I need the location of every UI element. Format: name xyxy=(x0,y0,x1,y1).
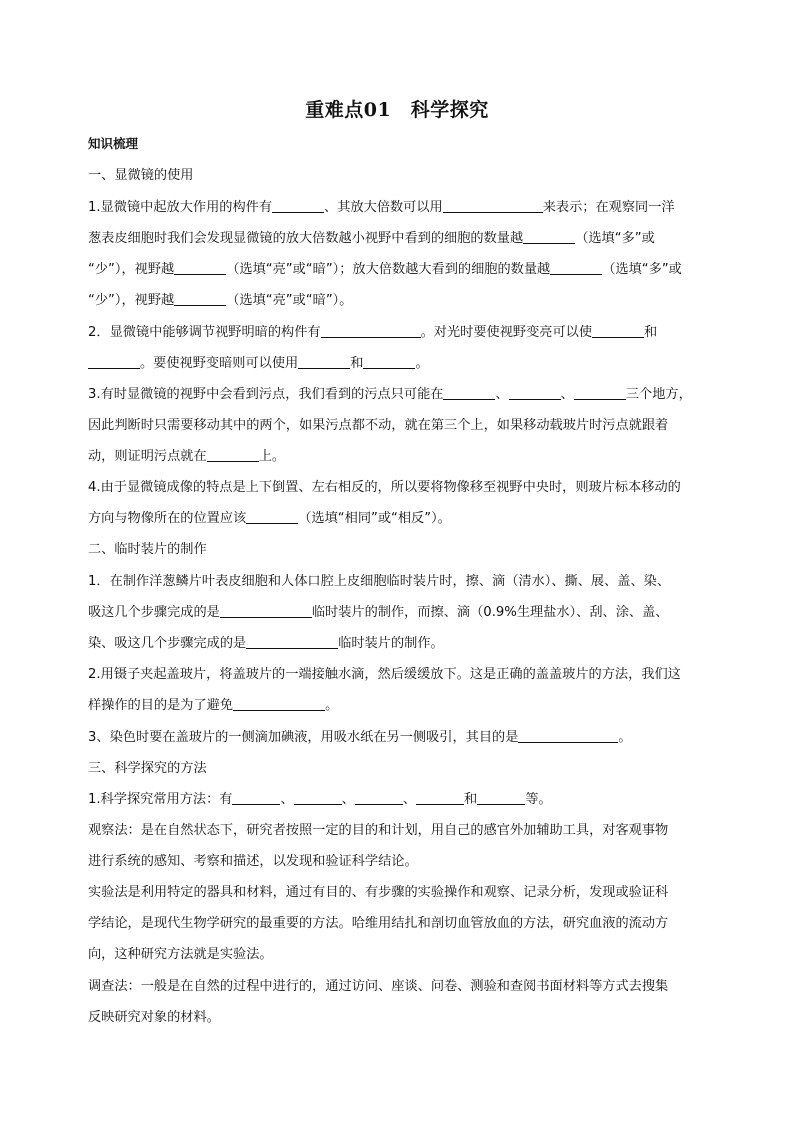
text: （选填“亮”或“暗”）；放大倍数越大看到的细胞的数量越 xyxy=(226,262,551,277)
answer-blank[interactable] xyxy=(232,790,280,805)
paragraph-line xyxy=(88,509,712,529)
answer-blank[interactable] xyxy=(523,229,575,244)
paragraph-line xyxy=(88,323,712,343)
text: 。对光时要使视野变亮可以使 xyxy=(420,325,593,340)
answer-blank[interactable] xyxy=(355,790,403,805)
text: 。 xyxy=(415,356,429,371)
answer-blank[interactable] xyxy=(220,603,312,618)
answer-blank[interactable] xyxy=(321,323,421,338)
answer-blank[interactable] xyxy=(363,354,415,369)
paragraph-line xyxy=(88,291,712,311)
text: “少”），视野越 xyxy=(88,262,175,277)
paragraph-line xyxy=(88,260,712,280)
answer-blank[interactable] xyxy=(416,790,464,805)
paragraph-line: 向，这种研究方法就是实验法。 xyxy=(88,947,273,962)
text: 来表示；在观察同一洋 xyxy=(542,200,675,215)
paragraph-line: 2.用镊子夹起盖玻片，将盖玻片的一端接触水滴，然后缓缓放下。这是正确的盖盖玻片的方法，我们这 xyxy=(88,667,681,682)
text: 和 xyxy=(644,325,658,340)
answer-blank[interactable] xyxy=(294,790,342,805)
text: 、 xyxy=(402,792,417,807)
paragraph-line xyxy=(88,634,712,654)
text: 、 xyxy=(341,792,355,807)
text: 方向与物像所在的位置应该 xyxy=(88,511,247,526)
paragraph-line: 调查法：一般是在自然的过程中进行的，通过访问、座谈、问卷、测验和查阅书面材料等方式去搜集 xyxy=(88,979,669,994)
text: （选填“相同”或“相反”）。 xyxy=(298,511,451,526)
paragraph-line xyxy=(88,447,712,467)
text: 、 xyxy=(495,387,509,402)
paragraph-line: 学结论，是现代生物学研究的最重要的方法。哈维用结扎和剖切血管放血的方法，研究血液的流动方 xyxy=(88,916,669,931)
text: 1.科学探究常用方法：有 xyxy=(88,792,233,807)
text: 、 xyxy=(560,387,574,402)
text: 样操作的目的是为了避免 xyxy=(88,698,234,713)
text: 上。 xyxy=(258,449,286,464)
paragraph-line: 4.由于显微镜成像的特点是上下倒置、左右相反的，所以要将物像移至视野中央时，则玻片标本移动的 xyxy=(88,480,681,495)
answer-blank[interactable] xyxy=(509,385,561,400)
paragraph-line xyxy=(88,728,712,748)
answer-blank[interactable] xyxy=(477,790,525,805)
text: 、 xyxy=(280,792,294,807)
text: 1.显微镜中起放大作用的构件有 xyxy=(88,200,273,215)
answer-blank[interactable] xyxy=(207,447,259,462)
paragraph-line xyxy=(88,790,712,810)
text: （选填“多”或 xyxy=(602,262,682,277)
text: 、其放大倍数可以用 xyxy=(324,200,443,215)
paragraph-line xyxy=(88,354,712,374)
paragraph-line xyxy=(88,603,712,623)
answer-blank[interactable] xyxy=(550,260,602,275)
paragraph-line xyxy=(88,385,712,405)
text: “少”），视野越 xyxy=(88,293,175,308)
text: 和 xyxy=(350,356,364,371)
text: 三个地方， xyxy=(625,387,692,402)
answer-blank[interactable] xyxy=(246,509,298,524)
answer-blank[interactable] xyxy=(272,198,324,213)
heading-methods: 三、科学探究的方法 xyxy=(88,761,207,776)
text: 和 xyxy=(464,792,478,807)
answer-blank[interactable] xyxy=(574,385,626,400)
answer-blank[interactable] xyxy=(298,354,350,369)
paragraph-line: 反映研究对象的材料。 xyxy=(88,1010,220,1025)
paragraph-line: 实验法是利用特定的器具和材料，通过有目的、有步骤的实验操作和观察、记录分析，发现或验证科 xyxy=(88,885,669,900)
paragraph-line xyxy=(88,198,712,218)
text: 3.有时显微镜的视野中会看到污点，我们看到的污点只可能在 xyxy=(88,387,444,402)
text: 临时装片的制作。 xyxy=(338,636,444,651)
answer-blank[interactable] xyxy=(246,634,338,649)
text: 等。 xyxy=(525,792,552,807)
text: 3、染色时要在盖玻片的一侧滴加碘液，用吸水纸在另一侧吸引，其目的是 xyxy=(88,730,519,745)
text: 。要使视野变暗则可以使用 xyxy=(140,356,299,371)
answer-blank[interactable] xyxy=(443,385,495,400)
text: 2．显微镜中能够调节视野明暗的构件有 xyxy=(88,325,321,340)
text: 临时装片的制作，而擦、滴（0.9%生理盐水）、刮、涂、盖、 xyxy=(311,605,669,620)
answer-blank[interactable] xyxy=(174,291,226,306)
heading-microscope: 一、显微镜的使用 xyxy=(88,168,194,183)
paragraph-line: 1．在制作洋葱鳞片叶表皮细胞和人体口腔上皮细胞临时装片时，擦、滴（清水）、撕、展、盖、染、 xyxy=(88,574,671,589)
answer-blank[interactable] xyxy=(174,260,226,275)
answer-blank[interactable] xyxy=(88,354,140,369)
page-title: 重难点01 科学探究 xyxy=(305,99,489,121)
text: 动，则证明污点就在 xyxy=(88,449,207,464)
text: （选填“多”或 xyxy=(575,231,655,246)
answer-blank[interactable] xyxy=(233,696,325,711)
text: （选填“亮”或“暗”）。 xyxy=(226,293,353,308)
text: 染、吸这几个步骤完成的是 xyxy=(88,636,247,651)
answer-blank[interactable] xyxy=(592,323,644,338)
heading-temporary-slide: 二、临时装片的制作 xyxy=(88,542,207,557)
answer-blank[interactable] xyxy=(518,728,618,743)
paragraph-line: 观察法：是在自然状态下，研究者按照一定的目的和计划，用自己的感官外加辅助工具，对客观事物 xyxy=(88,823,669,838)
paragraph-line: 进行系统的感知、考察和描述，以发现和验证科学结论。 xyxy=(88,854,418,869)
paragraph-line xyxy=(88,229,712,249)
text: 。 xyxy=(325,698,339,713)
paragraph-line xyxy=(88,696,712,716)
answer-blank[interactable] xyxy=(443,198,543,213)
section-label: 知识梳理 xyxy=(88,136,139,151)
text: 葱表皮细胞时我们会发现显微镜的放大倍数越小视野中看到的细胞的数量越 xyxy=(88,231,524,246)
paragraph-line: 因此判断时只需要移动其中的两个，如果污点都不动，就在第三个上，如果移动载玻片时污点就跟着 xyxy=(88,418,669,433)
text: 吸这几个步骤完成的是 xyxy=(88,605,220,620)
text: 。 xyxy=(618,730,632,745)
